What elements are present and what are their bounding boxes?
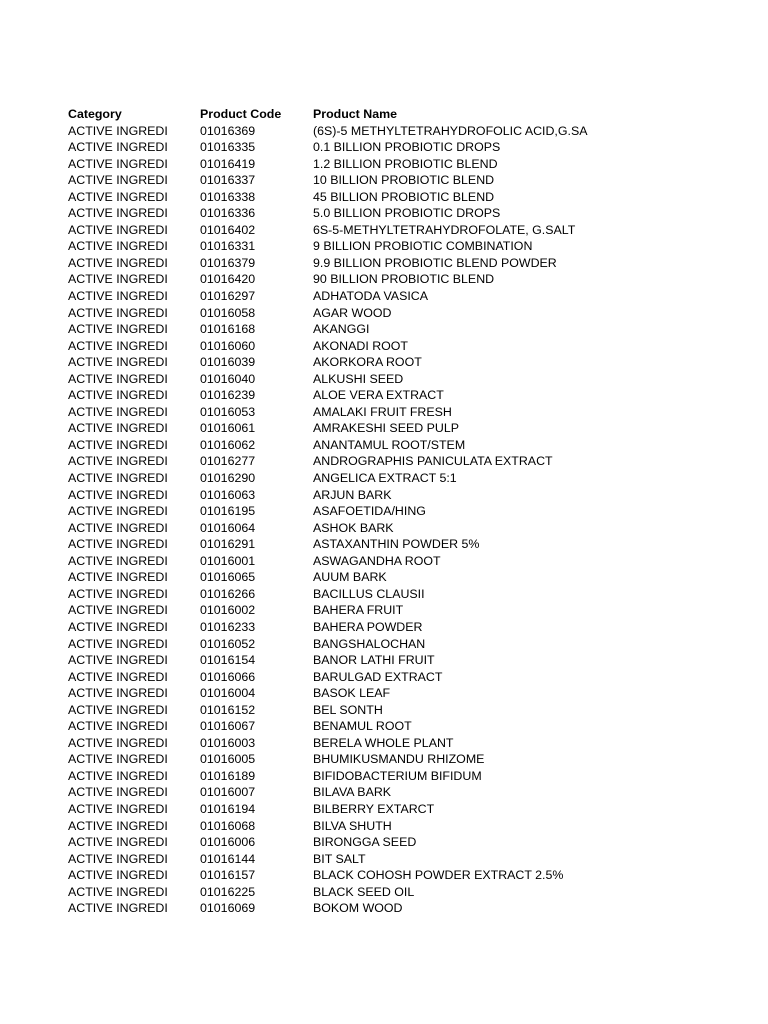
product-code-cell: 01016066 xyxy=(200,669,256,684)
table-row xyxy=(68,470,728,487)
table-row xyxy=(68,139,728,156)
product-code-cell: 01016419 xyxy=(200,156,256,171)
product-name-cell: 90 BILLION PROBIOTIC BLEND xyxy=(313,272,495,287)
category-cell: ACTIVE INGREDI xyxy=(68,801,168,816)
category-cell: ACTIVE INGREDI xyxy=(68,537,168,552)
category-cell: ACTIVE INGREDI xyxy=(68,752,168,767)
category-cell: ACTIVE INGREDI xyxy=(68,454,168,469)
product-name-cell: BILBERRY EXTARCT xyxy=(313,801,435,816)
table-row xyxy=(68,156,728,173)
product-name-cell: BAHERA FRUIT xyxy=(313,603,404,618)
product-code-cell: 01016266 xyxy=(200,586,256,601)
category-cell: ACTIVE INGREDI xyxy=(68,835,168,850)
product-name-cell: AKORKORA ROOT xyxy=(313,355,422,370)
product-name-cell: ANGELICA EXTRACT 5:1 xyxy=(313,471,457,486)
table-row xyxy=(68,735,728,752)
product-name-cell: AUUM BARK xyxy=(313,570,387,585)
product-name-cell: AGAR WOOD xyxy=(313,305,392,320)
product-name-cell: BASOK LEAF xyxy=(313,686,391,701)
product-code-cell: 01016065 xyxy=(200,570,256,585)
product-name-cell: BANOR LATHI FRUIT xyxy=(313,653,435,668)
category-cell: ACTIVE INGREDI xyxy=(68,140,168,155)
product-code-cell: 01016154 xyxy=(200,653,256,668)
table-row xyxy=(68,387,728,404)
category-cell: ACTIVE INGREDI xyxy=(68,785,168,800)
table-row xyxy=(68,338,728,355)
product-name-cell: 6S-5-METHYLTETRAHYDROFOLATE, G.SALT xyxy=(313,222,576,237)
category-cell: ACTIVE INGREDI xyxy=(68,272,168,287)
product-name-header: Product Name xyxy=(313,107,397,121)
product-name-cell: BIFIDOBACTERIUM BIFIDUM xyxy=(313,768,482,783)
category-cell: ACTIVE INGREDI xyxy=(68,156,168,171)
category-cell: ACTIVE INGREDI xyxy=(68,421,168,436)
table-row xyxy=(68,205,728,222)
product-code-cell: 01016040 xyxy=(200,371,256,386)
table-row xyxy=(68,669,728,686)
category-cell: ACTIVE INGREDI xyxy=(68,686,168,701)
product-name-cell: ALOE VERA EXTRACT xyxy=(313,388,444,403)
table-row xyxy=(68,437,728,454)
category-cell: ACTIVE INGREDI xyxy=(68,702,168,717)
product-name-cell: ADHATODA VASICA xyxy=(313,289,428,304)
product-code-cell: 01016369 xyxy=(200,123,256,138)
category-cell: ACTIVE INGREDI xyxy=(68,586,168,601)
product-code-cell: 01016006 xyxy=(200,835,256,850)
product-name-cell: ASAFOETIDA/HING xyxy=(313,504,426,519)
table-row xyxy=(68,503,728,520)
product-code-cell: 01016152 xyxy=(200,702,256,717)
table-row xyxy=(68,172,728,189)
category-cell: ACTIVE INGREDI xyxy=(68,437,168,452)
table-row xyxy=(68,867,728,884)
table-row xyxy=(68,371,728,388)
category-header: Category xyxy=(68,107,122,121)
table-row xyxy=(68,636,728,653)
table-body xyxy=(68,123,728,917)
product-code-cell: 01016060 xyxy=(200,338,256,353)
product-code-cell: 01016168 xyxy=(200,322,256,337)
category-cell: ACTIVE INGREDI xyxy=(68,851,168,866)
table-row xyxy=(68,520,728,537)
category-cell: ACTIVE INGREDI xyxy=(68,322,168,337)
product-name-cell: ARJUN BARK xyxy=(313,487,392,502)
product-name-cell: BLACK COHOSH POWDER EXTRACT 2.5% xyxy=(313,868,564,883)
product-code-cell: 01016067 xyxy=(200,719,256,734)
product-code-cell: 01016195 xyxy=(200,504,256,519)
product-code-cell: 01016039 xyxy=(200,355,256,370)
product-code-cell: 01016297 xyxy=(200,289,256,304)
product-code-cell: 01016003 xyxy=(200,735,256,750)
category-cell: ACTIVE INGREDI xyxy=(68,222,168,237)
table-row xyxy=(68,420,728,437)
category-cell: ACTIVE INGREDI xyxy=(68,669,168,684)
product-name-cell: 10 BILLION PROBIOTIC BLEND xyxy=(313,173,495,188)
category-cell: ACTIVE INGREDI xyxy=(68,653,168,668)
product-name-cell: BLACK SEED OIL xyxy=(313,884,415,899)
product-code-cell: 01016189 xyxy=(200,768,256,783)
table-row xyxy=(68,900,728,917)
category-cell: ACTIVE INGREDI xyxy=(68,305,168,320)
category-cell: ACTIVE INGREDI xyxy=(68,289,168,304)
product-name-cell: ASWAGANDHA ROOT xyxy=(313,553,441,568)
product-name-cell: 9 BILLION PROBIOTIC COMBINATION xyxy=(313,239,533,254)
category-cell: ACTIVE INGREDI xyxy=(68,388,168,403)
product-name-cell: ANANTAMUL ROOT/STEM xyxy=(313,437,466,452)
product-name-cell: BERELA WHOLE PLANT xyxy=(313,735,454,750)
product-code-cell: 01016233 xyxy=(200,619,256,634)
table-row xyxy=(68,553,728,570)
product-name-cell: 0.1 BILLION PROBIOTIC DROPS xyxy=(313,140,501,155)
table-row xyxy=(68,238,728,255)
product-code-cell: 01016338 xyxy=(200,189,256,204)
product-code-cell: 01016290 xyxy=(200,471,256,486)
product-name-cell: 1.2 BILLION PROBIOTIC BLEND xyxy=(313,156,498,171)
product-name-cell: BILAVA BARK xyxy=(313,785,392,800)
product-name-cell: ASHOK BARK xyxy=(313,520,394,535)
table-row xyxy=(68,768,728,785)
product-name-cell: AMALAKI FRUIT FRESH xyxy=(313,404,452,419)
product-code-cell: 01016069 xyxy=(200,901,256,916)
category-cell: ACTIVE INGREDI xyxy=(68,520,168,535)
product-code-cell: 01016063 xyxy=(200,487,256,502)
table-row xyxy=(68,834,728,851)
table-row xyxy=(68,271,728,288)
product-name-cell: (6S)-5 METHYLTETRAHYDROFOLIC ACID,G.SA xyxy=(313,123,588,138)
product-code-cell: 01016062 xyxy=(200,437,256,452)
table-row xyxy=(68,288,728,305)
table-row xyxy=(68,586,728,603)
product-name-cell: 45 BILLION PROBIOTIC BLEND xyxy=(313,189,495,204)
table-row xyxy=(68,751,728,768)
product-code-cell: 01016239 xyxy=(200,388,256,403)
category-cell: ACTIVE INGREDI xyxy=(68,371,168,386)
product-name-cell: AKONADI ROOT xyxy=(313,338,409,353)
category-cell: ACTIVE INGREDI xyxy=(68,338,168,353)
product-code-cell: 01016157 xyxy=(200,868,256,883)
category-cell: ACTIVE INGREDI xyxy=(68,619,168,634)
product-table xyxy=(68,106,728,917)
product-code-header: Product Code xyxy=(200,107,282,121)
product-code-cell: 01016402 xyxy=(200,222,256,237)
product-name-cell: BILVA SHUTH xyxy=(313,818,392,833)
category-cell: ACTIVE INGREDI xyxy=(68,719,168,734)
product-code-cell: 01016331 xyxy=(200,239,256,254)
product-code-cell: 01016002 xyxy=(200,603,256,618)
table-row xyxy=(68,453,728,470)
table-row xyxy=(68,536,728,553)
category-cell: ACTIVE INGREDI xyxy=(68,868,168,883)
product-name-cell: BAHERA POWDER xyxy=(313,619,423,634)
category-cell: ACTIVE INGREDI xyxy=(68,355,168,370)
product-code-cell: 01016052 xyxy=(200,636,256,651)
product-name-cell: BANGSHALOCHAN xyxy=(313,636,426,651)
product-code-cell: 01016053 xyxy=(200,404,256,419)
product-name-cell: BACILLUS CLAUSII xyxy=(313,586,425,601)
table-row xyxy=(68,718,728,735)
table-row xyxy=(68,189,728,206)
table-row xyxy=(68,619,728,636)
table-row xyxy=(68,784,728,801)
table-row xyxy=(68,884,728,901)
category-cell: ACTIVE INGREDI xyxy=(68,884,168,899)
category-cell: ACTIVE INGREDI xyxy=(68,255,168,270)
product-code-cell: 01016379 xyxy=(200,255,256,270)
table-row xyxy=(68,569,728,586)
product-code-cell: 01016277 xyxy=(200,454,256,469)
product-name-cell: BARULGAD EXTRACT xyxy=(313,669,443,684)
category-cell: ACTIVE INGREDI xyxy=(68,189,168,204)
product-code-cell: 01016337 xyxy=(200,173,256,188)
product-code-cell: 01016058 xyxy=(200,305,256,320)
table-row xyxy=(68,652,728,669)
product-code-cell: 01016194 xyxy=(200,801,256,816)
product-code-cell: 01016061 xyxy=(200,421,256,436)
table-header-row xyxy=(68,106,728,123)
product-name-cell: BOKOM WOOD xyxy=(313,901,403,916)
product-name-cell: BIT SALT xyxy=(313,851,366,866)
category-cell: ACTIVE INGREDI xyxy=(68,123,168,138)
product-code-cell: 01016068 xyxy=(200,818,256,833)
category-cell: ACTIVE INGREDI xyxy=(68,239,168,254)
product-name-cell: ANDROGRAPHIS PANICULATA EXTRACT xyxy=(313,454,553,469)
table-row xyxy=(68,255,728,272)
product-code-cell: 01016064 xyxy=(200,520,256,535)
product-code-cell: 01016007 xyxy=(200,785,256,800)
category-cell: ACTIVE INGREDI xyxy=(68,173,168,188)
table-row xyxy=(68,321,728,338)
table-row xyxy=(68,685,728,702)
product-code-cell: 01016420 xyxy=(200,272,256,287)
category-cell: ACTIVE INGREDI xyxy=(68,487,168,502)
product-name-cell: BEL SONTH xyxy=(313,702,383,717)
product-name-cell: 5.0 BILLION PROBIOTIC DROPS xyxy=(313,206,501,221)
table-row xyxy=(68,801,728,818)
category-cell: ACTIVE INGREDI xyxy=(68,818,168,833)
product-name-cell: BIRONGGA SEED xyxy=(313,835,417,850)
table-row xyxy=(68,851,728,868)
product-code-cell: 01016144 xyxy=(200,851,256,866)
table-row xyxy=(68,305,728,322)
category-cell: ACTIVE INGREDI xyxy=(68,570,168,585)
table-row xyxy=(68,602,728,619)
category-cell: ACTIVE INGREDI xyxy=(68,471,168,486)
product-code-cell: 01016225 xyxy=(200,884,256,899)
product-code-cell: 01016336 xyxy=(200,206,256,221)
product-name-cell: BENAMUL ROOT xyxy=(313,719,412,734)
category-cell: ACTIVE INGREDI xyxy=(68,206,168,221)
product-code-cell: 01016291 xyxy=(200,537,256,552)
product-name-cell: 9.9 BILLION PROBIOTIC BLEND POWDER xyxy=(313,255,557,270)
table-row xyxy=(68,354,728,371)
product-name-cell: ASTAXANTHIN POWDER 5% xyxy=(313,537,480,552)
table-row xyxy=(68,487,728,504)
product-code-cell: 01016005 xyxy=(200,752,256,767)
category-cell: ACTIVE INGREDI xyxy=(68,768,168,783)
table-row xyxy=(68,123,728,140)
product-code-cell: 01016335 xyxy=(200,140,256,155)
category-cell: ACTIVE INGREDI xyxy=(68,553,168,568)
table-row xyxy=(68,222,728,239)
product-code-cell: 01016001 xyxy=(200,553,256,568)
category-cell: ACTIVE INGREDI xyxy=(68,901,168,916)
product-name-cell: ALKUSHI SEED xyxy=(313,371,404,386)
category-cell: ACTIVE INGREDI xyxy=(68,404,168,419)
table-row xyxy=(68,404,728,421)
product-name-cell: AMRAKESHI SEED PULP xyxy=(313,421,459,436)
product-name-cell: BHUMIKUSMANDU RHIZOME xyxy=(313,752,485,767)
table-row xyxy=(68,702,728,719)
product-name-cell: AKANGGI xyxy=(313,322,370,337)
table-row xyxy=(68,818,728,835)
category-cell: ACTIVE INGREDI xyxy=(68,504,168,519)
category-cell: ACTIVE INGREDI xyxy=(68,735,168,750)
product-code-cell: 01016004 xyxy=(200,686,256,701)
category-cell: ACTIVE INGREDI xyxy=(68,603,168,618)
category-cell: ACTIVE INGREDI xyxy=(68,636,168,651)
